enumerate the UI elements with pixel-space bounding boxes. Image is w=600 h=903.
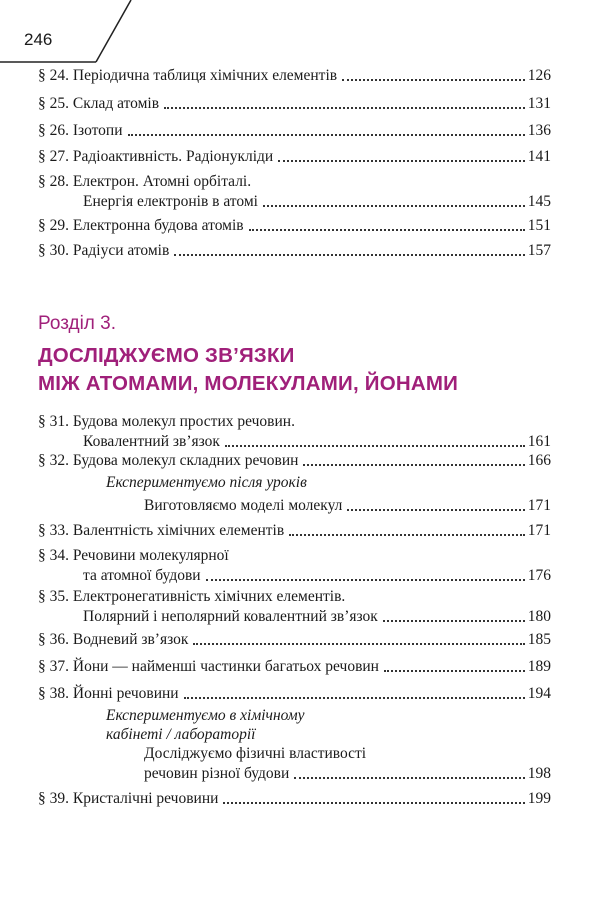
toc-entry-title: та атомної будови	[83, 567, 201, 584]
toc-entry-page: 171	[527, 497, 551, 514]
toc-entry-page: 176	[527, 567, 551, 584]
toc-entry-26[interactable]	[38, 121, 551, 141]
toc-entry-title: Виготовляємо моделі молекул	[144, 497, 343, 514]
toc-entry-page: 145	[527, 193, 551, 210]
toc-entry-title-line1: § 35. Електронегативність хімічних елементів.	[38, 588, 346, 605]
toc-entry-24[interactable]	[38, 66, 551, 86]
toc-entry-title-line1: Досліджуємо фізичні властивості	[144, 745, 367, 762]
leader-dots	[289, 534, 525, 536]
leader-dots	[223, 802, 524, 804]
toc-entry-title: § 26. Ізотопи	[38, 122, 123, 139]
toc-entry-28[interactable]	[38, 172, 551, 212]
toc-entry-experiment-properties[interactable]	[144, 744, 551, 784]
toc-entry-page: 199	[527, 790, 551, 807]
toc-entry-experiment-models[interactable]	[144, 496, 551, 516]
leader-dots	[347, 509, 524, 511]
toc-entry-title-line1: § 34. Речовини молекулярної	[38, 547, 229, 564]
leader-dots	[206, 579, 525, 581]
section-title-line1: ДОСЛІДЖУЄМО ЗВ’ЯЗКИ	[38, 344, 295, 367]
experiment-heading: Експериментуємо після уроків	[106, 474, 307, 491]
toc-entry-25[interactable]	[38, 94, 551, 114]
page-number: 246	[24, 30, 53, 49]
toc-entry-title: Енергія електронів в атомі	[83, 193, 258, 210]
toc-entry-title: § 24. Періодична таблиця хімічних елементів	[38, 67, 338, 84]
toc-entry-34[interactable]	[38, 546, 551, 586]
toc-entry-title-line1: § 31. Будова молекул простих речовин.	[38, 413, 295, 430]
header-rule	[0, 0, 600, 70]
toc-entry-38[interactable]	[38, 684, 551, 704]
toc-entry-page: 161	[527, 433, 551, 450]
toc-entry-page: 141	[527, 148, 551, 165]
experiment-heading-line1: Експериментуємо в хімічному	[106, 707, 305, 724]
leader-dots	[128, 134, 525, 136]
toc-entry-page: 166	[527, 452, 551, 469]
leader-dots	[164, 107, 525, 109]
section-label: Розділ 3.	[38, 313, 117, 334]
toc-entry-29[interactable]	[38, 216, 551, 236]
toc-entry-title: § 27. Радіоактивність. Радіонукліди	[38, 148, 274, 165]
toc-entry-title: § 33. Валентність хімічних елементів	[38, 522, 285, 539]
toc-entry-page: 171	[527, 522, 551, 539]
leader-dots	[303, 464, 524, 466]
toc-entry-36[interactable]	[38, 630, 551, 650]
toc-entry-27[interactable]	[38, 147, 551, 167]
toc-entry-title: § 32. Будова молекул складних речовин	[38, 452, 299, 469]
toc-entry-title: Ковалентний зв’язок	[83, 433, 220, 450]
leader-dots	[249, 229, 525, 231]
toc-entry-title: § 39. Кристалічні речовини	[38, 790, 219, 807]
toc-entry-page: 180	[527, 608, 551, 625]
experiment-heading-line2: кабінеті / лабораторії	[106, 726, 256, 743]
toc-entry-page: 185	[527, 631, 551, 648]
toc-entry-37[interactable]	[38, 657, 551, 677]
toc-entry-page: 131	[527, 95, 551, 112]
toc-entry-30[interactable]	[38, 241, 551, 261]
toc-entry-title: § 30. Радіуси атомів	[38, 242, 170, 259]
leader-dots	[225, 445, 525, 447]
toc-entry-title-line1: § 28. Електрон. Атомні орбіталі.	[38, 173, 252, 190]
toc-entry-35[interactable]	[38, 587, 551, 627]
toc-entry-page: 151	[527, 217, 551, 234]
leader-dots	[384, 670, 525, 672]
toc-entry-31[interactable]	[38, 412, 551, 452]
toc-entry-title: § 25. Склад атомів	[38, 95, 160, 112]
toc-entry-page: 136	[527, 122, 551, 139]
leader-dots	[174, 254, 524, 256]
leader-dots	[193, 643, 524, 645]
toc-entry-title: § 38. Йонні речовини	[38, 685, 179, 702]
section-title-line2: МІЖ АТОМАМИ, МОЛЕКУЛАМИ, ЙОНАМИ	[38, 372, 459, 395]
toc-entry-page: 198	[527, 765, 551, 782]
toc-entry-page: 126	[527, 67, 551, 84]
toc-entry-page: 157	[527, 242, 551, 259]
toc-entry-page: 194	[527, 685, 551, 702]
toc-entry-32[interactable]	[38, 451, 551, 471]
leader-dots	[294, 777, 524, 779]
toc-entry-title: § 29. Електронна будова атомів	[38, 217, 244, 234]
toc-entry-title: § 36. Водневий зв’язок	[38, 631, 189, 648]
toc-entry-33[interactable]	[38, 521, 551, 541]
toc-entry-title: Полярний і неполярний ковалентний зв’язок	[83, 608, 378, 625]
leader-dots	[383, 620, 525, 622]
toc-entry-page: 189	[527, 658, 551, 675]
leader-dots	[342, 79, 525, 81]
toc-entry-title: речовин різної будови	[144, 765, 290, 782]
toc-entry-title: § 37. Йони — найменші частинки багатьох речовин	[38, 658, 379, 675]
leader-dots	[278, 160, 525, 162]
leader-dots	[263, 205, 525, 207]
toc-entry-39[interactable]	[38, 789, 551, 809]
leader-dots	[184, 697, 525, 699]
